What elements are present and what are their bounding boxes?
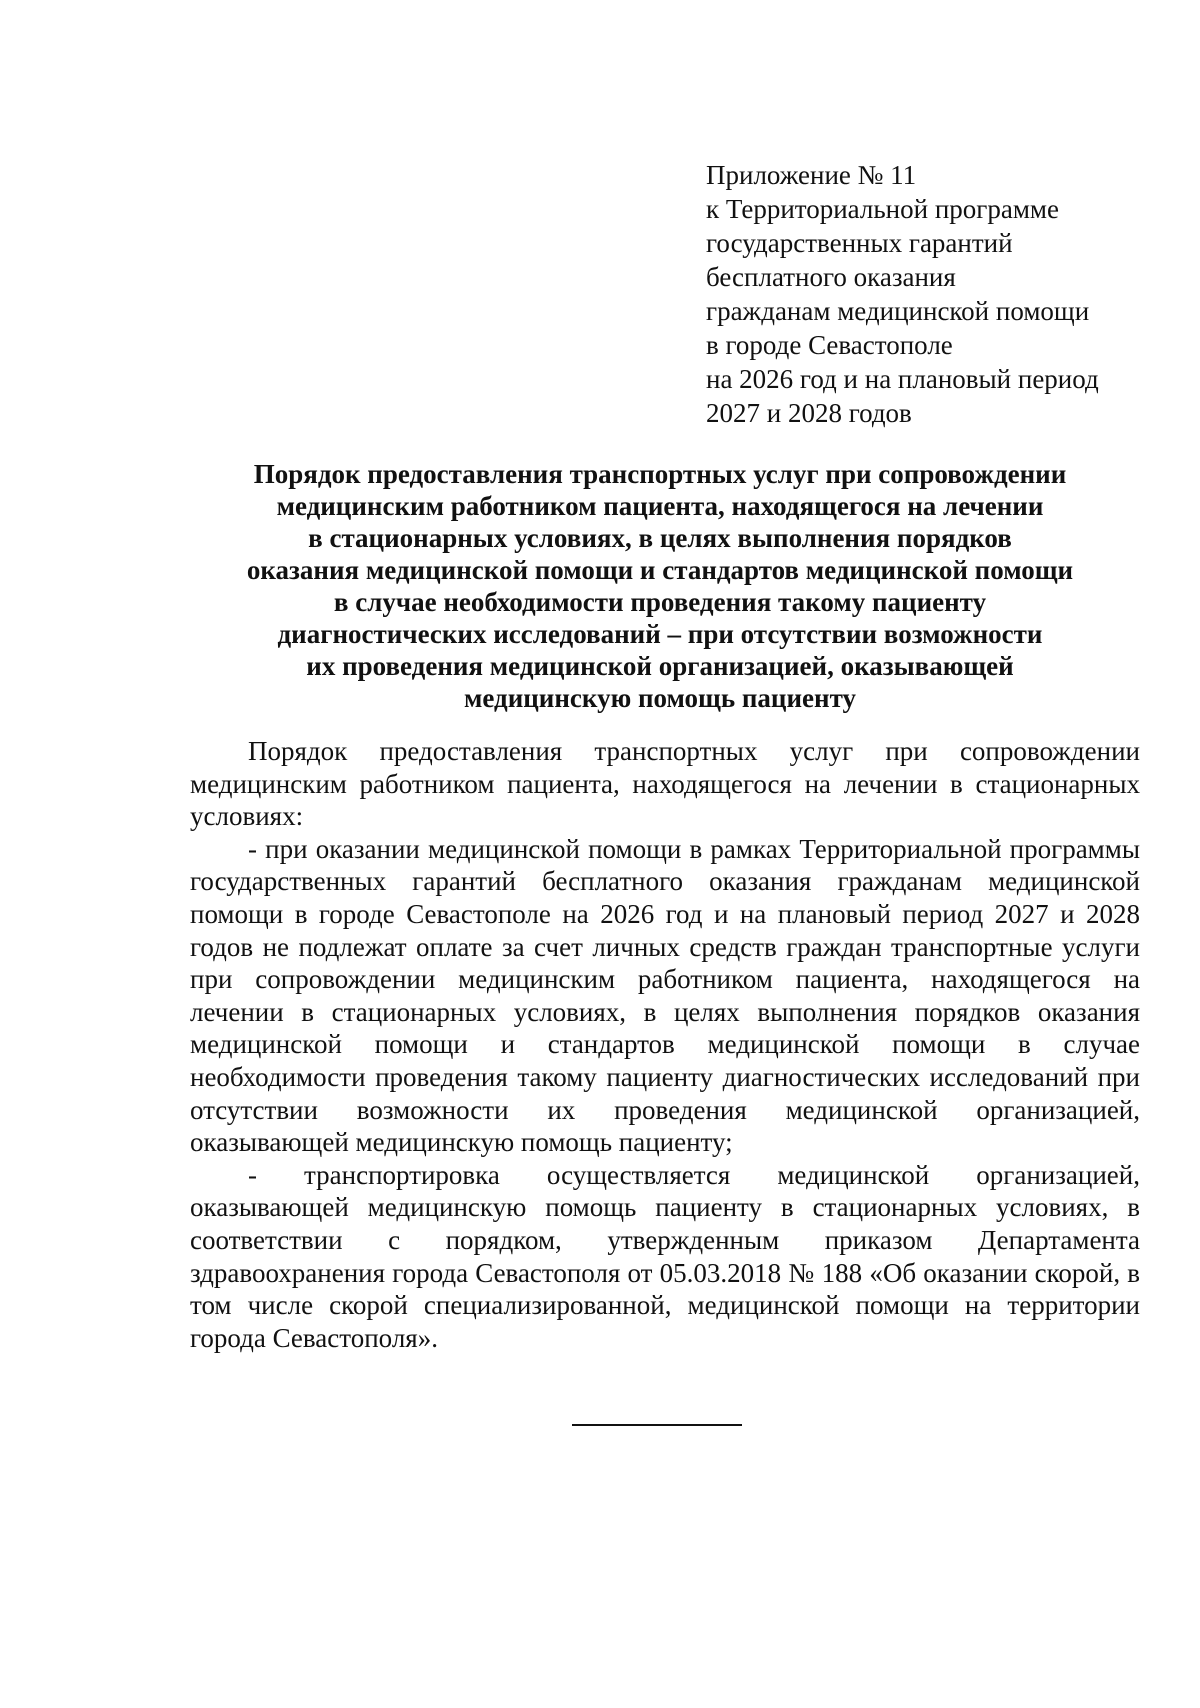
title-line: их проведения медицинской организацией, оказывающей xyxy=(306,651,1014,681)
document-title xyxy=(210,458,1110,714)
title-line: медицинским работником пациента, находящегося на лечении xyxy=(276,491,1044,521)
title-line: оказания медицинской помощи и стандартов медицинской помощи xyxy=(246,555,1074,585)
appendix-line: 2027 и 2028 годов xyxy=(706,398,912,428)
list-item-free-transport: - при оказании медицинской помощи в рамках Территориальной программы государственных гарантий бесплатного оказания гражданам медицинской помощи в городе Севастополе на 2026 год и на плановый период 2027 и 2028 годов не подлежат оплате за счет личных средств граждан транспортные услуги при сопровождении медицинским работником пациента, находящегося на лечении в стационарных условиях, в целях выполнения порядков оказания медицинской помощи и стандартов медицинской помощи в случае необходимости проведения такому пациенту диагностических исследований при отсутствии возможности их проведения медицинской организацией, оказывающей медицинскую помощь пациенту; xyxy=(190,833,1140,1158)
appendix-line: к Территориальной программе xyxy=(706,194,1059,224)
appendix-line: Приложение № 11 xyxy=(706,160,917,190)
appendix-line: в городе Севастополе xyxy=(706,330,953,360)
document-body xyxy=(190,735,1140,1354)
title-line: медицинскую помощь пациенту xyxy=(464,683,856,713)
title-line: Порядок предоставления транспортных услуг при сопровождении xyxy=(253,459,1067,489)
title-line: в стационарных условиях, в целях выполнения порядков xyxy=(308,523,1012,553)
title-line: в случае необходимости проведения такому пациенту xyxy=(333,587,987,617)
appendix-line: гражданам медицинской помощи xyxy=(706,296,1090,326)
intro-paragraph: Порядок предоставления транспортных услуг при сопровождении медицинским работником пациента, находящегося на лечении в стационарных условиях: xyxy=(190,736,1140,832)
appendix-header xyxy=(706,158,1146,430)
list-item-transportation: - транспортировка осуществляется медицинской организацией, оказывающей медицинскую помощь пациенту в стационарных условиях, в соответствии с порядком, утвержденным приказом Департамента здравоохранения города Севастополя от 05.03.2018 № 188 «Об оказании скорой, в том числе скорой специализированной, медицинской помощи на территории города Севастополя». xyxy=(190,1159,1140,1353)
title-line: диагностических исследований – при отсутствии возможности xyxy=(277,619,1043,649)
appendix-line: государственных гарантий xyxy=(706,228,1013,258)
appendix-line: на 2026 год и на плановый период xyxy=(706,364,1099,394)
appendix-line: бесплатного оказания xyxy=(706,262,956,292)
closing-rule xyxy=(572,1424,742,1426)
